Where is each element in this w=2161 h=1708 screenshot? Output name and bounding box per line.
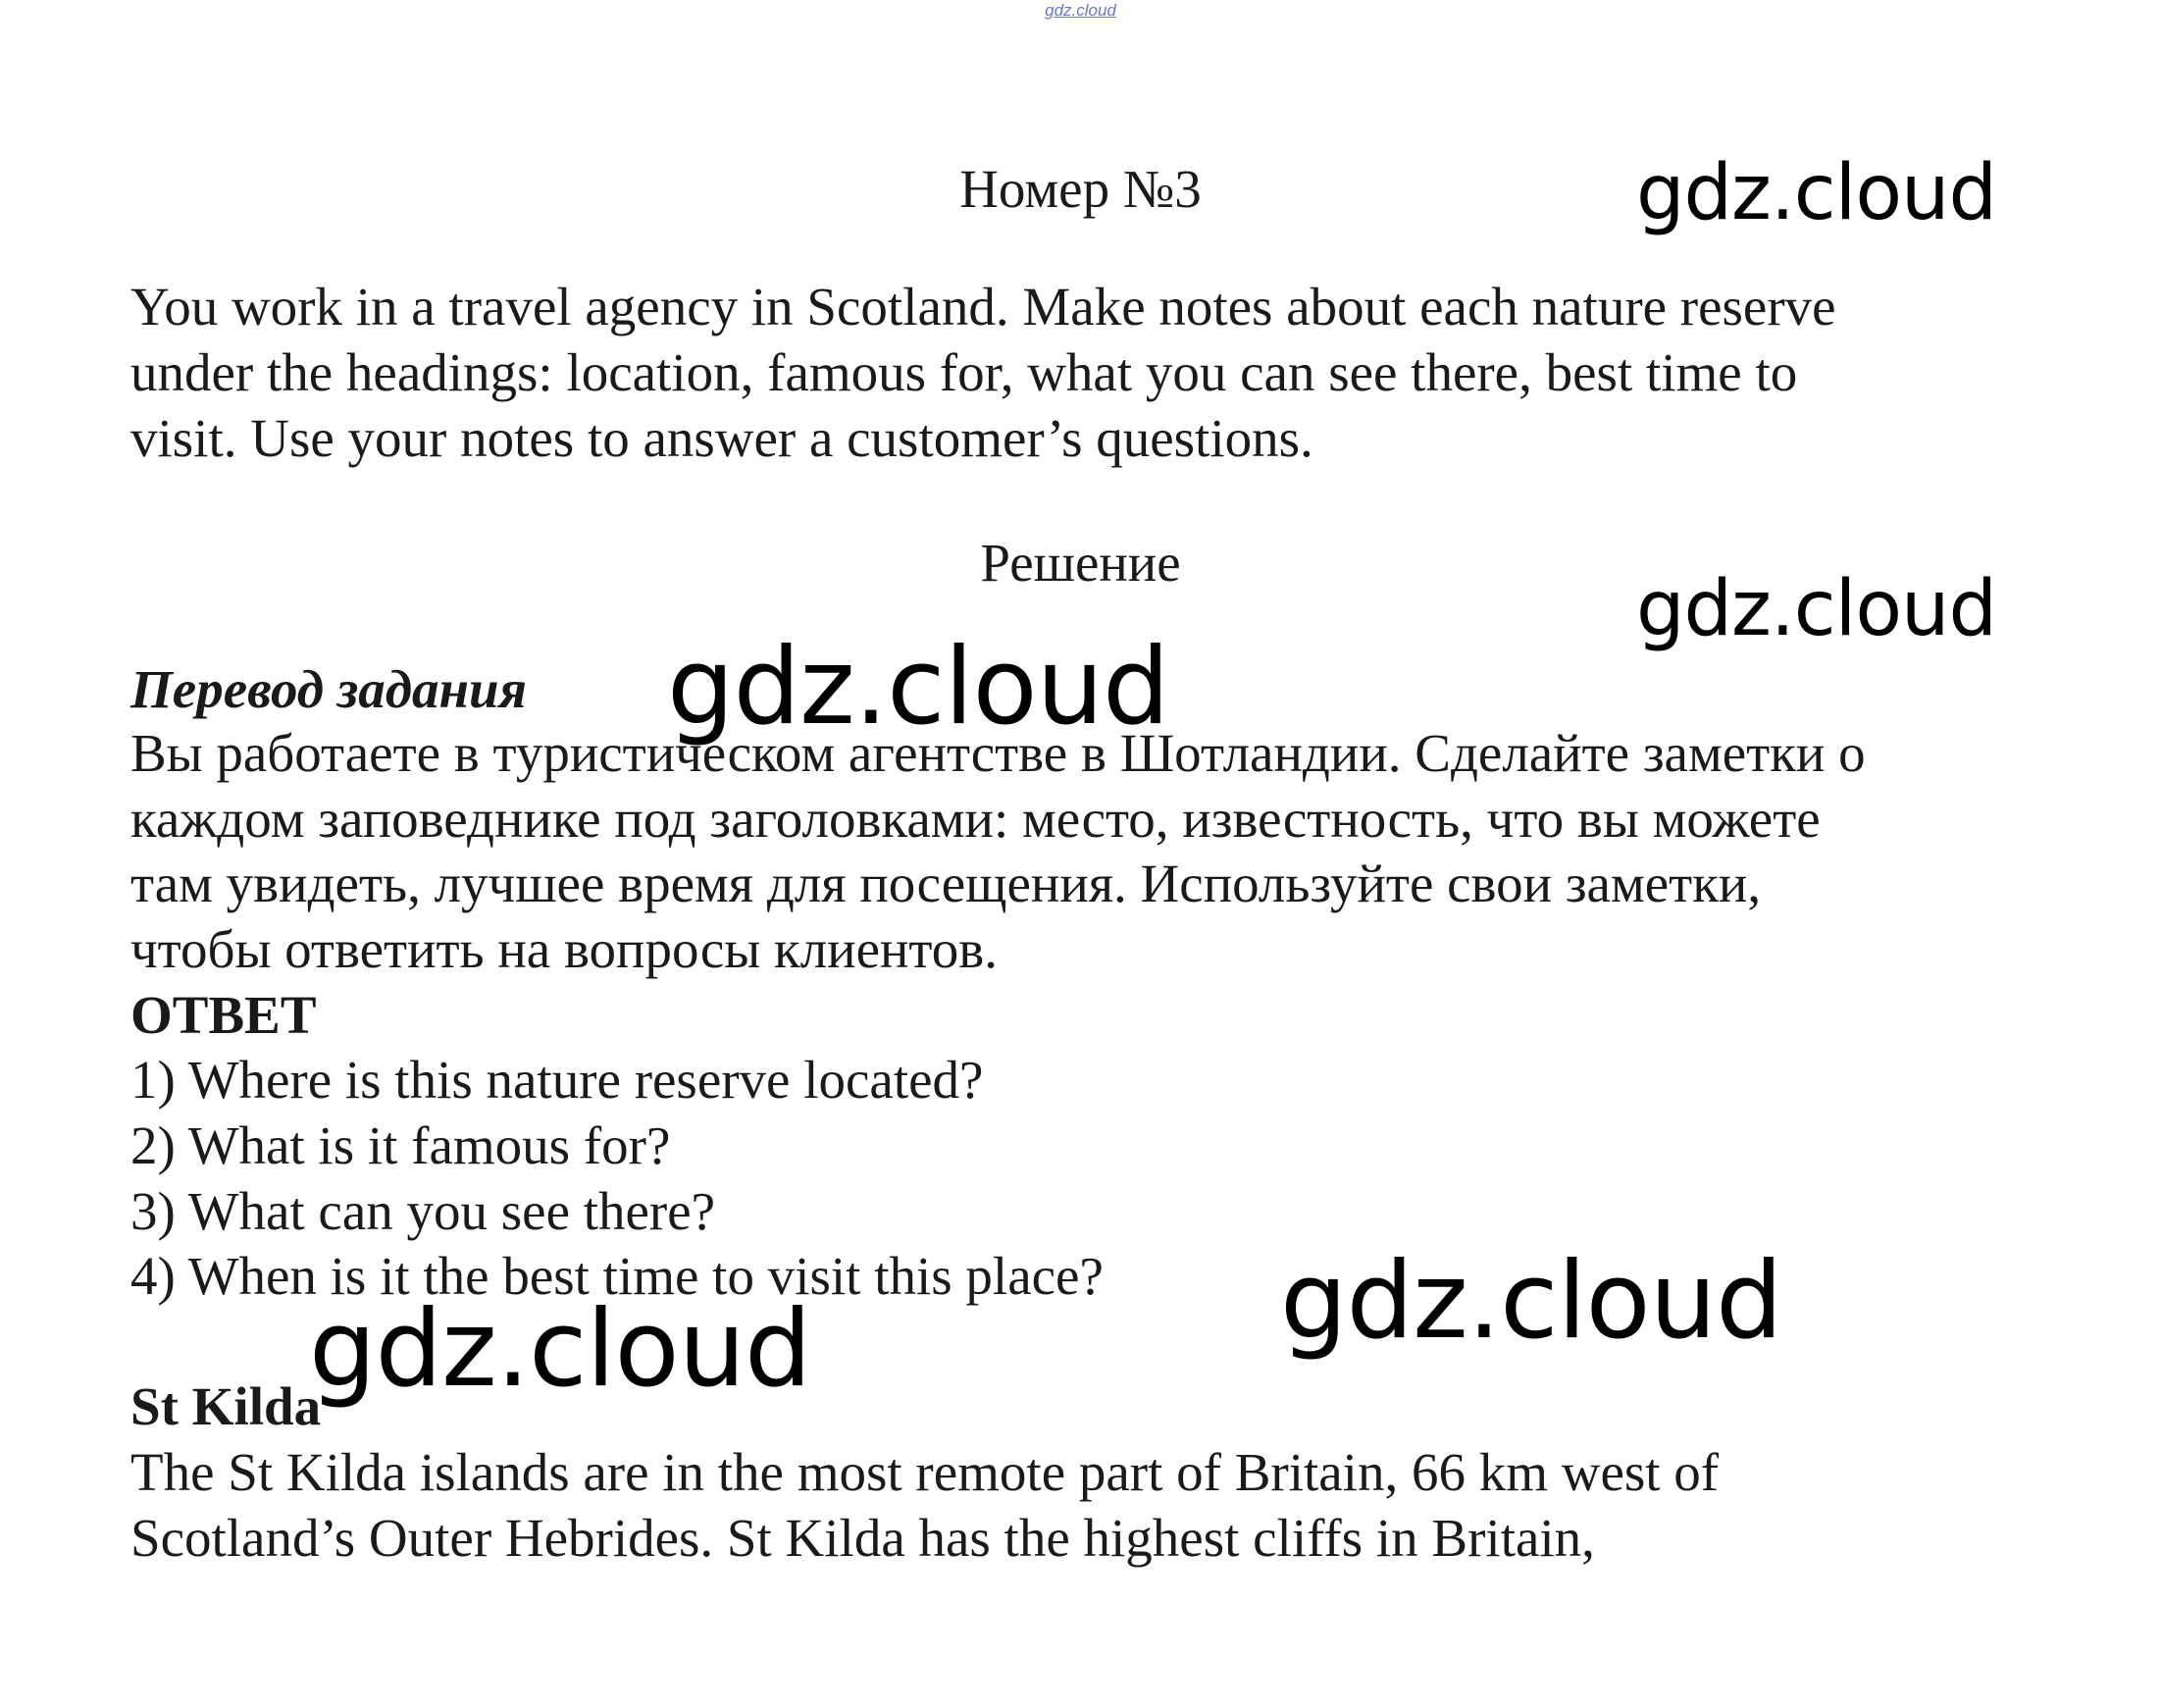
- section-title: St Kilda: [130, 1376, 322, 1436]
- question-item: 2) What is it famous for?: [130, 1115, 671, 1175]
- answer-heading: ОТВЕТ: [130, 985, 317, 1045]
- translation-heading: Перевод задания: [130, 659, 527, 719]
- watermark: gdz.cloud: [1636, 149, 1996, 237]
- task-text-line: visit. Use your notes to answer a customer’s questions.: [130, 408, 1313, 468]
- watermark: gdz.cloud: [309, 1288, 811, 1411]
- watermark: gdz.cloud: [667, 626, 1169, 749]
- top-source-link[interactable]: gdz.cloud: [1045, 1, 1116, 20]
- question-item: 3) What can you see there?: [130, 1181, 716, 1241]
- translation-line: каждом заповеднике под заголовками: место, известность, что вы можете: [130, 789, 1821, 849]
- watermark: gdz.cloud: [1636, 565, 1996, 653]
- task-text-line: You work in a travel agency in Scotland. Make notes about each nature reserve: [130, 277, 1836, 336]
- section-text-line: The St Kilda islands are in the most remote part of Britain, 66 km west of: [130, 1442, 1720, 1502]
- task-number-heading: Номер №3: [959, 159, 1202, 219]
- solution-heading: Решение: [980, 533, 1181, 593]
- question-item: 4) When is it the best time to visit this place?: [130, 1246, 1104, 1306]
- translation-line: там увидеть, лучшее время для посещения. Используйте свои заметки,: [130, 854, 1762, 913]
- question-item: 1) Where is this nature reserve located?: [130, 1050, 984, 1110]
- translation-line: чтобы ответить на вопросы клиентов.: [130, 919, 998, 979]
- section-text-line: Scotland’s Outer Hebrides. St Kilda has the highest cliffs in Britain,: [130, 1508, 1595, 1568]
- watermark: gdz.cloud: [1280, 1240, 1782, 1363]
- translation-line: Вы работаете в туристическом агентстве в Шотландии. Сделайте заметки о: [130, 723, 1866, 783]
- task-text-line: under the headings: location, famous for, what you can see there, best time to: [130, 342, 1798, 402]
